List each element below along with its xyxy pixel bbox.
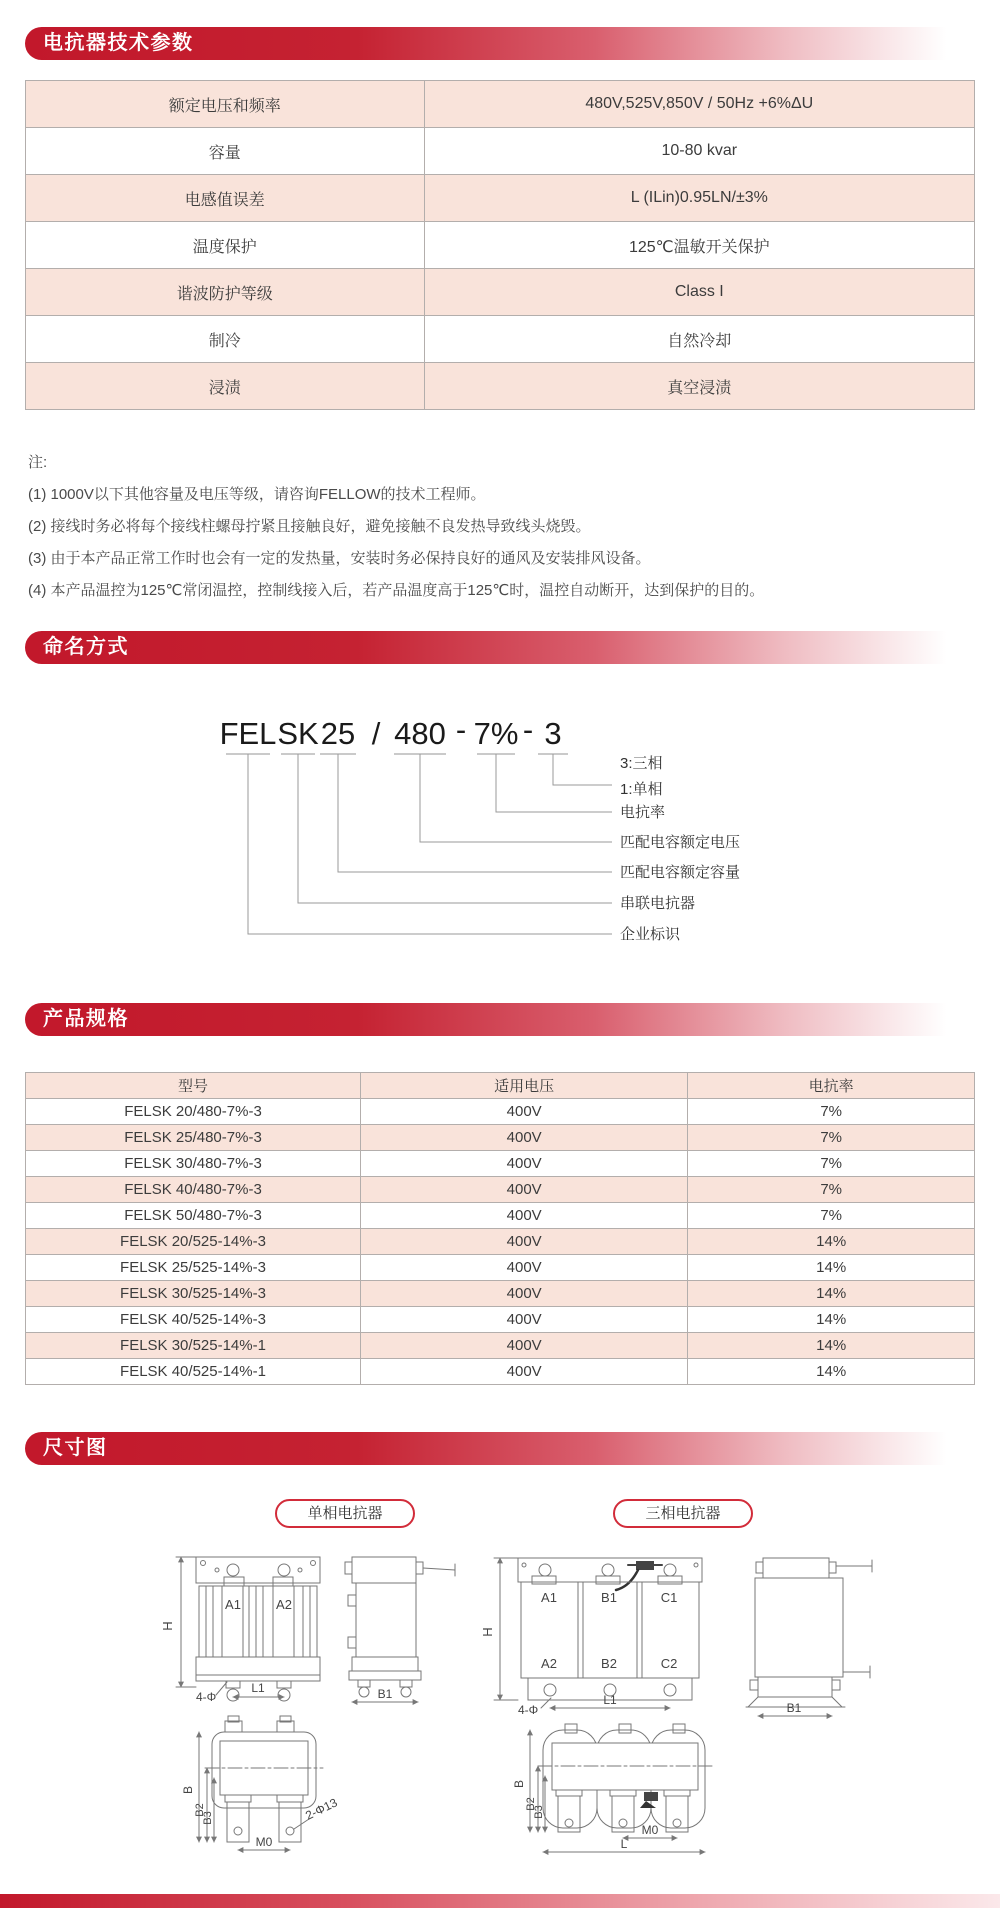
param-value: 自然冷却 bbox=[424, 316, 974, 363]
naming-label-series: 串联电抗器 bbox=[620, 895, 696, 912]
section-banner-naming bbox=[25, 631, 975, 664]
tech-params-table bbox=[25, 80, 975, 410]
param-label: 温度保护 bbox=[26, 222, 425, 269]
section-banner-specs bbox=[25, 1003, 975, 1036]
naming-label-phase1: 1:单相 bbox=[620, 781, 663, 798]
dim-label-m0: M0 bbox=[255, 1835, 273, 1849]
single-phase-pill-label bbox=[275, 1499, 415, 1528]
voltage-cell: 400V bbox=[360, 1307, 687, 1333]
dim-label-b1: B1 bbox=[786, 1701, 802, 1715]
column-header: 型号 bbox=[26, 1073, 361, 1099]
specs-table bbox=[25, 1072, 975, 1385]
table-row bbox=[26, 269, 975, 316]
param-value: 真空浸渍 bbox=[424, 363, 974, 410]
dim-label-l: L bbox=[620, 1837, 628, 1851]
model-phase: 3 bbox=[544, 716, 562, 751]
connector-lines bbox=[248, 754, 612, 934]
naming-label-capacity: 匹配电容额定容量 bbox=[620, 864, 741, 881]
model-cell: FELSK 40/480-7%-3 bbox=[26, 1177, 361, 1203]
notes-block bbox=[28, 447, 972, 607]
three-phase-front-view bbox=[494, 1558, 702, 1708]
rate-cell: 14% bbox=[688, 1307, 975, 1333]
table-row bbox=[26, 1177, 975, 1203]
naming-label-phase3: 3:三相 bbox=[620, 755, 663, 772]
naming-diagram bbox=[0, 700, 1000, 955]
pill-text: 三相电抗器 bbox=[645, 1505, 721, 1522]
table-row bbox=[26, 1099, 975, 1125]
terminal-label: C1 bbox=[660, 1590, 678, 1605]
table-row bbox=[26, 316, 975, 363]
model-series: SK bbox=[277, 716, 319, 751]
section-banner-dimensions bbox=[25, 1432, 975, 1465]
voltage-cell: 400V bbox=[360, 1281, 687, 1307]
note-item: (4) 本产品温控为125℃常闭温控，控制线接入后，若产品温度高于125℃时，温控自动断开，达到保护的目的。 bbox=[28, 582, 765, 599]
dim-label-l1: L1 bbox=[251, 1681, 265, 1695]
model-slash: / bbox=[371, 716, 381, 751]
voltage-cell: 400V bbox=[360, 1099, 687, 1125]
table-row bbox=[26, 128, 975, 175]
rate-cell: 14% bbox=[688, 1333, 975, 1359]
model-cell: FELSK 30/525-14%-3 bbox=[26, 1281, 361, 1307]
param-label: 容量 bbox=[26, 128, 425, 175]
single-phase-side-view bbox=[345, 1557, 455, 1702]
terminal-label: A1 bbox=[225, 1597, 241, 1612]
terminal-label: A2 bbox=[276, 1597, 292, 1612]
param-label: 额定电压和频率 bbox=[26, 81, 425, 128]
three-phase-side-view bbox=[746, 1558, 872, 1716]
dim-label-b1: B1 bbox=[377, 1687, 393, 1701]
table-row bbox=[26, 1359, 975, 1385]
terminal-label: C2 bbox=[660, 1656, 678, 1671]
model-cell: FELSK 30/525-14%-1 bbox=[26, 1333, 361, 1359]
pill-text: 单相电抗器 bbox=[307, 1505, 383, 1522]
table-row bbox=[26, 363, 975, 410]
dimension-drawings bbox=[0, 1540, 1000, 1905]
table-row bbox=[26, 1255, 975, 1281]
table-row bbox=[26, 1307, 975, 1333]
rate-cell: 7% bbox=[688, 1125, 975, 1151]
param-label: 电感值误差 bbox=[26, 175, 425, 222]
section-title: 产品规格 bbox=[43, 1008, 129, 1030]
model-cell: FELSK 50/480-7%-3 bbox=[26, 1203, 361, 1229]
model-cell: FELSK 40/525-14%-3 bbox=[26, 1307, 361, 1333]
naming-label-rate: 电抗率 bbox=[620, 804, 666, 821]
bottom-accent-bar bbox=[0, 1894, 1000, 1908]
table-header-row bbox=[26, 1073, 975, 1099]
dim-label-b: B bbox=[181, 1785, 195, 1795]
dim-label-b2: B2 bbox=[525, 1797, 537, 1811]
table-row bbox=[26, 81, 975, 128]
table-row bbox=[26, 222, 975, 269]
voltage-cell: 400V bbox=[360, 1359, 687, 1385]
single-phase-bottom-view bbox=[199, 1716, 323, 1850]
section-banner-tech-params bbox=[25, 27, 975, 60]
terminal-label: B2 bbox=[601, 1656, 617, 1671]
note-item: (2) 接线时务必将每个接线柱螺母拧紧且接触良好，避免接触不良发热导致线头烧毁。 bbox=[28, 518, 591, 535]
rate-cell: 7% bbox=[688, 1099, 975, 1125]
rate-cell: 14% bbox=[688, 1229, 975, 1255]
voltage-cell: 400V bbox=[360, 1255, 687, 1281]
dim-label-holes: 2-Φ13 bbox=[303, 1795, 340, 1823]
section-title: 电抗器技术参数 bbox=[43, 32, 194, 54]
table-row bbox=[26, 1333, 975, 1359]
section-title: 尺寸图 bbox=[43, 1437, 108, 1459]
param-value: Class I bbox=[424, 269, 974, 316]
terminal-label: A2 bbox=[541, 1656, 557, 1671]
param-value: 125℃温敏开关保护 bbox=[424, 222, 974, 269]
voltage-cell: 400V bbox=[360, 1177, 687, 1203]
param-value: 480V,525V,850V / 50Hz +6%ΔU bbox=[424, 81, 974, 128]
model-cell: FELSK 30/480-7%-3 bbox=[26, 1151, 361, 1177]
model-dash: - bbox=[455, 712, 467, 747]
model-capacity: 25 bbox=[320, 716, 356, 751]
table-row bbox=[26, 1125, 975, 1151]
voltage-cell: 400V bbox=[360, 1125, 687, 1151]
voltage-cell: 400V bbox=[360, 1333, 687, 1359]
notes-title: 注: bbox=[28, 454, 48, 471]
naming-label-brand: 企业标识 bbox=[620, 926, 681, 943]
column-header: 适用电压 bbox=[360, 1073, 687, 1099]
naming-label-voltage: 匹配电容额定电压 bbox=[620, 834, 741, 851]
model-rate: 7% bbox=[473, 716, 519, 751]
terminal-label: B1 bbox=[601, 1590, 617, 1605]
model-cell: FELSK 20/525-14%-3 bbox=[26, 1229, 361, 1255]
dim-label-b: B bbox=[512, 1779, 526, 1789]
dim-label-holes: 4-Φ bbox=[196, 1690, 217, 1704]
param-label: 制冷 bbox=[26, 316, 425, 363]
dim-label-b3: B3 bbox=[202, 1811, 214, 1825]
table-row bbox=[26, 1203, 975, 1229]
model-cell: FELSK 25/480-7%-3 bbox=[26, 1125, 361, 1151]
rate-cell: 7% bbox=[688, 1177, 975, 1203]
rate-cell: 14% bbox=[688, 1359, 975, 1385]
rate-cell: 14% bbox=[688, 1281, 975, 1307]
dim-label-h: H bbox=[160, 1621, 175, 1631]
param-label: 谐波防护等级 bbox=[26, 269, 425, 316]
rate-cell: 14% bbox=[688, 1255, 975, 1281]
voltage-cell: 400V bbox=[360, 1229, 687, 1255]
dim-label-m0: M0 bbox=[641, 1823, 659, 1837]
voltage-cell: 400V bbox=[360, 1203, 687, 1229]
dim-label-h: H bbox=[480, 1627, 495, 1637]
section-title: 命名方式 bbox=[43, 636, 129, 658]
model-dash: - bbox=[522, 712, 534, 747]
table-row bbox=[26, 175, 975, 222]
param-value: 10-80 kvar bbox=[424, 128, 974, 175]
model-voltage: 480 bbox=[394, 716, 446, 751]
rate-cell: 7% bbox=[688, 1151, 975, 1177]
single-phase-front-view bbox=[176, 1557, 320, 1701]
dim-label-holes: 4-Φ bbox=[518, 1703, 539, 1717]
note-item: (1) 1000V以下其他容量及电压等级，请咨询FELLOW的技术工程师。 bbox=[28, 486, 486, 503]
dim-label-b2: B2 bbox=[194, 1803, 206, 1817]
three-phase-pill-label bbox=[613, 1499, 753, 1528]
model-brand: FEL bbox=[219, 716, 277, 751]
terminal-label: A1 bbox=[541, 1590, 557, 1605]
dim-label-l1: L1 bbox=[603, 1693, 617, 1707]
model-cell: FELSK 20/480-7%-3 bbox=[26, 1099, 361, 1125]
rate-cell: 7% bbox=[688, 1203, 975, 1229]
voltage-cell: 400V bbox=[360, 1151, 687, 1177]
note-item: (3) 由于本产品正常工作时也会有一定的发热量，安装时务必保持良好的通风及安装排风设备。 bbox=[28, 550, 651, 567]
three-phase-bottom-view bbox=[530, 1724, 712, 1852]
table-row bbox=[26, 1151, 975, 1177]
table-row bbox=[26, 1281, 975, 1307]
param-label: 浸渍 bbox=[26, 363, 425, 410]
dim-label-b3: B3 bbox=[533, 1805, 545, 1819]
param-value: L (ILin)0.95LN/±3% bbox=[424, 175, 974, 222]
model-cell: FELSK 25/525-14%-3 bbox=[26, 1255, 361, 1281]
model-cell: FELSK 40/525-14%-1 bbox=[26, 1359, 361, 1385]
table-row bbox=[26, 1229, 975, 1255]
column-header: 电抗率 bbox=[688, 1073, 975, 1099]
